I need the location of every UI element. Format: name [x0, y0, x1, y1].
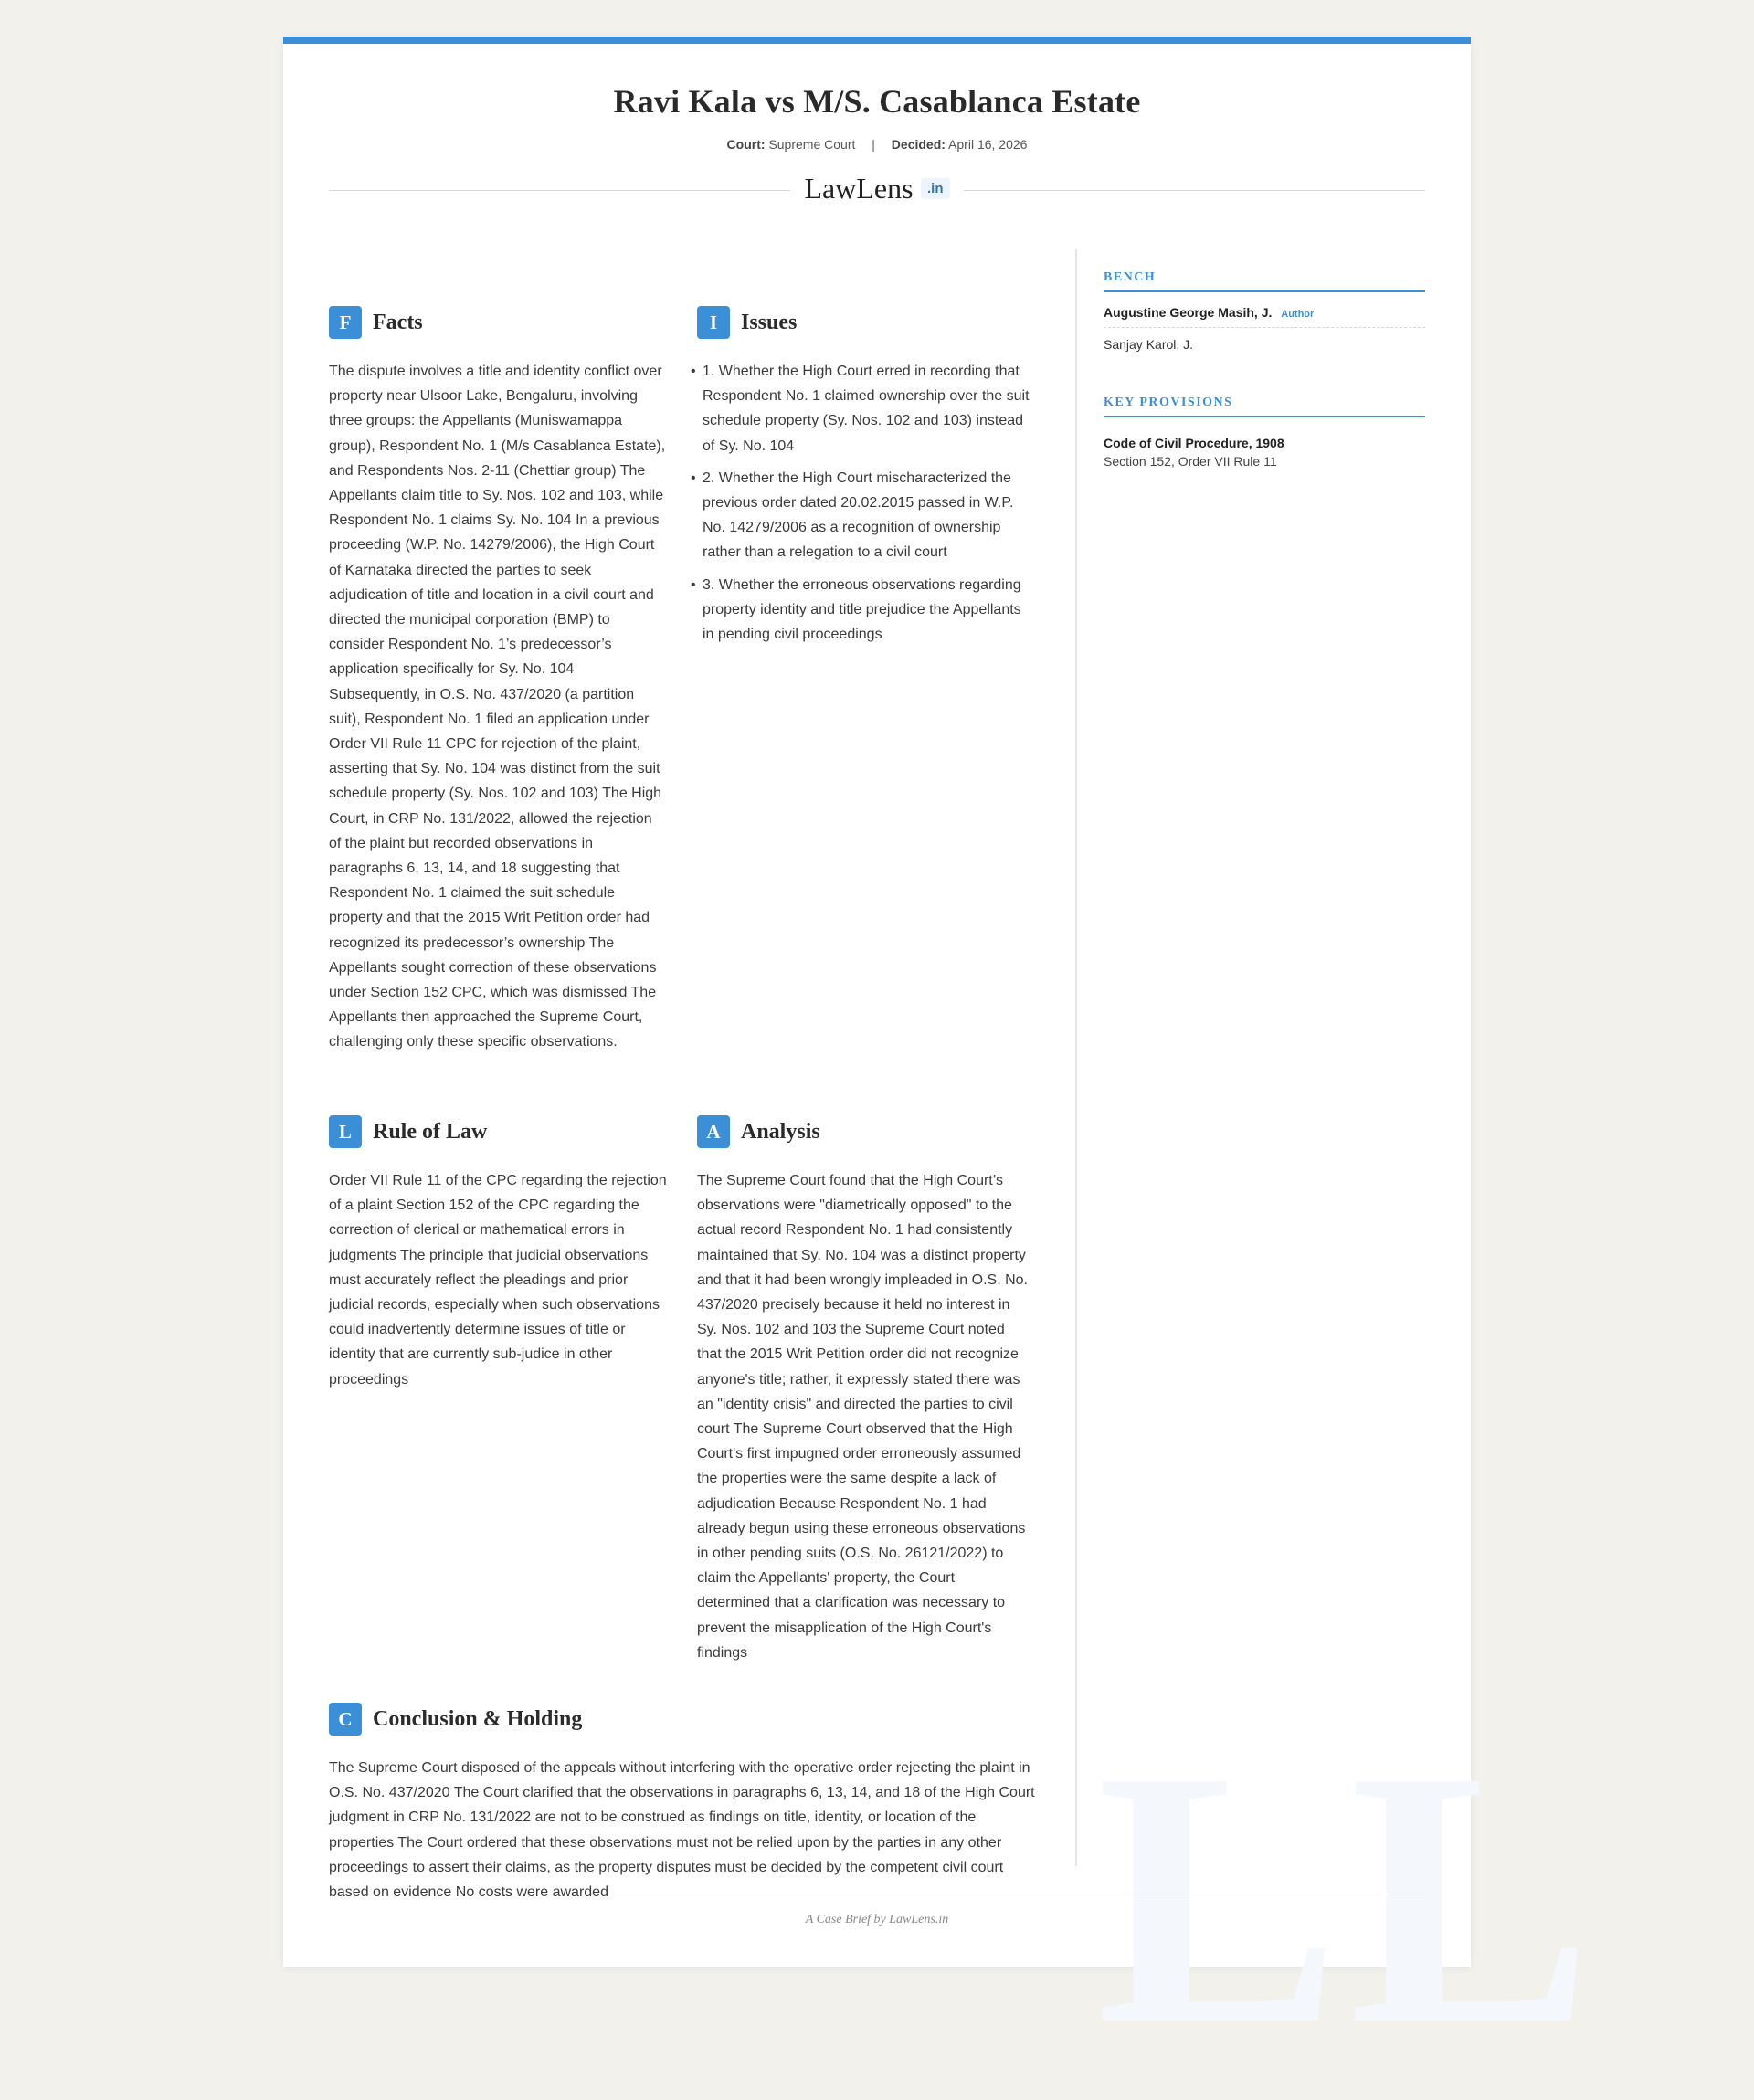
facts-text: The dispute involves a title and identity conflict over property near Ulsoor Lake, Bengaluru, involving three groups: the Appellants (Muniswamappa group), Respondent No. 1 (M/s Casablanca Estate), and Respondents Nos. 2-11 (Chettiar group) The Appellants claim title to Sy. Nos. 102 and 103, while Respondent No. 1 claims Sy. No. 104 In a previous proceeding (W.P. No. 14279/2006), the High Court of Karnataka directed the parties to seek adjudication of title and location in a civil court and directed the municipal corporation (BMP) to consider Respondent No. 1’s predecessor’s application specifically for Sy. No. 104 Subsequently, in O.S. No. 437/2020 (a partition suit), Respondent No. 1 filed an application under Order VII Rule 11 CPC for rejection of the plaint, asserting that Sy. No. 104 was distinct from the suit schedule property (Sy. Nos. 102 and 103) The High Court, in CRP No. 131/2022, allowed the rejection of the plaint but recorded observations in paragraphs 6, 13, 14, and 18 suggesting that Respondent No. 1 claimed the suit schedule property and that the 2015 Writ Petition order had recognized its predecessor’s ownership The Appellants sought correction of these observations under Section 152 CPC, which was dismissed The Appellants then approached the Supreme Court, challenging only these specific observations.	[329, 364, 666, 1050]
issues-list	[697, 359, 1030, 647]
rule-badge: L	[329, 1115, 362, 1148]
analysis-section	[697, 1115, 1030, 1665]
author-tag: Author	[1281, 309, 1315, 320]
rule-title: Rule of Law	[373, 1119, 488, 1144]
facts-badge: F	[329, 306, 362, 339]
issues-title: Issues	[741, 310, 798, 334]
bench-heading: BENCH	[1104, 270, 1425, 292]
footer-credit: A Case Brief by LawLens.in	[329, 1894, 1425, 1927]
analysis-badge: A	[697, 1115, 730, 1148]
conclusion-text: The Supreme Court disposed of the appeals without interfering with the operative order rejecting the plaint in O.S. No. 437/2020 The Court clarified that the observations in paragraphs 6, 13, 14, and 18 of the High Court judgment in CRP No. 131/2022 are not to be construed as findings on title, identity, or location of the properties The Court ordered that these observations must not be relied upon by the parties in any other proceedings to assert their claims, as the property disputes must be decided by the competent civil court based on evidence No costs were awarded	[329, 1760, 1035, 1901]
issue-item: • 1. Whether the High Court erred in recording that Respondent No. 1 claimed ownership over the suit schedule property (Sy. Nos. 102 and 103) instead of Sy. No. 104	[697, 359, 1030, 459]
rule-text: Order VII Rule 11 of the CPC regarding the rejection of a plaint Section 152 of the CPC regarding the correction of clerical or mathematical errors in judgments The principle that judicial observations must accurately reflect the pleadings and prior judicial records, especially when such observations could inadvertently determine issues of title or identity that are currently sub-judice in other proceedings	[329, 1173, 667, 1388]
issues-badge: I	[697, 306, 730, 339]
brand-tld: .in	[921, 178, 950, 199]
conclusion-title: Conclusion & Holding	[373, 1706, 583, 1731]
brand-name: LawLens	[804, 172, 914, 205]
case-title: Ravi Kala vs M/S. Casablanca Estate	[613, 83, 1141, 120]
case-brief-card	[283, 37, 1602, 2100]
case-meta	[283, 137, 1471, 152]
judge-name: Sanjay Karol, J.	[1104, 337, 1194, 352]
issue-item: • 3. Whether the erroneous observations regarding property identity and title prejudice the Appellants in pending civil proceedings	[697, 573, 1030, 648]
analysis-text: The Supreme Court found that the High Court’s observations were "diametrically opposed" to the actual record Respondent No. 1 had consistently maintained that Sy. No. 104 was a distinct property and that it had been wrongly impleaded in O.S. No. 437/2020 precisely because it held no interest in Sy. Nos. 102 and 103 the Supreme Court noted that the 2015 Writ Petition order did not recognize anyone's title; rather, it expressly stated there was an "identity crisis" and directed the parties to civil court The Supreme Court observed that the High Court's first impugned order erroneously assumed the properties were the same despite a lack of adjudication Because Respondent No. 1 had already begun using these erroneous observations in other pending suits (O.S. No. 26121/2022) to claim the Appellants' property, the Court determined that a clarification was necessary to prevent the misapplication of the High Court's findings	[697, 1173, 1028, 1661]
decided-label: Decided:	[891, 137, 946, 152]
court-value: Supreme Court	[768, 137, 856, 152]
case-header	[283, 44, 1471, 152]
analysis-title: Analysis	[741, 1119, 820, 1144]
sidebar	[1104, 270, 1425, 469]
brand-watermark: LL	[1096, 1695, 1602, 2100]
brand-logo	[329, 172, 1425, 206]
facts-section	[329, 306, 667, 1055]
provision-sections: Section 152, Order VII Rule 11	[1104, 454, 1277, 469]
meta-separator: |	[872, 137, 875, 152]
issue-item: • 2. Whether the High Court mischaracterized the previous order dated 20.02.2015 passed in W.P. No. 14279/2006 as a recognition of ownership rather than a relegation to a civil court	[697, 466, 1030, 565]
issues-section	[697, 306, 1030, 654]
decided-value: April 16, 2026	[948, 137, 1028, 152]
bench-judge-row	[1104, 328, 1425, 359]
brand-row	[329, 172, 1425, 208]
facts-title: Facts	[373, 310, 423, 334]
rule-of-law-section	[329, 1115, 667, 1392]
conclusion-section	[329, 1703, 1041, 1905]
conclusion-badge: C	[329, 1703, 362, 1736]
provisions-heading: KEY PROVISIONS	[1104, 396, 1425, 417]
sidebar-divider	[1075, 249, 1077, 1866]
provision-act: Code of Civil Procedure, 1908	[1104, 436, 1284, 450]
court-label: Court:	[726, 137, 766, 152]
bench-judge-row	[1104, 292, 1425, 328]
judge-name: Augustine George Masih, J.	[1104, 305, 1273, 320]
